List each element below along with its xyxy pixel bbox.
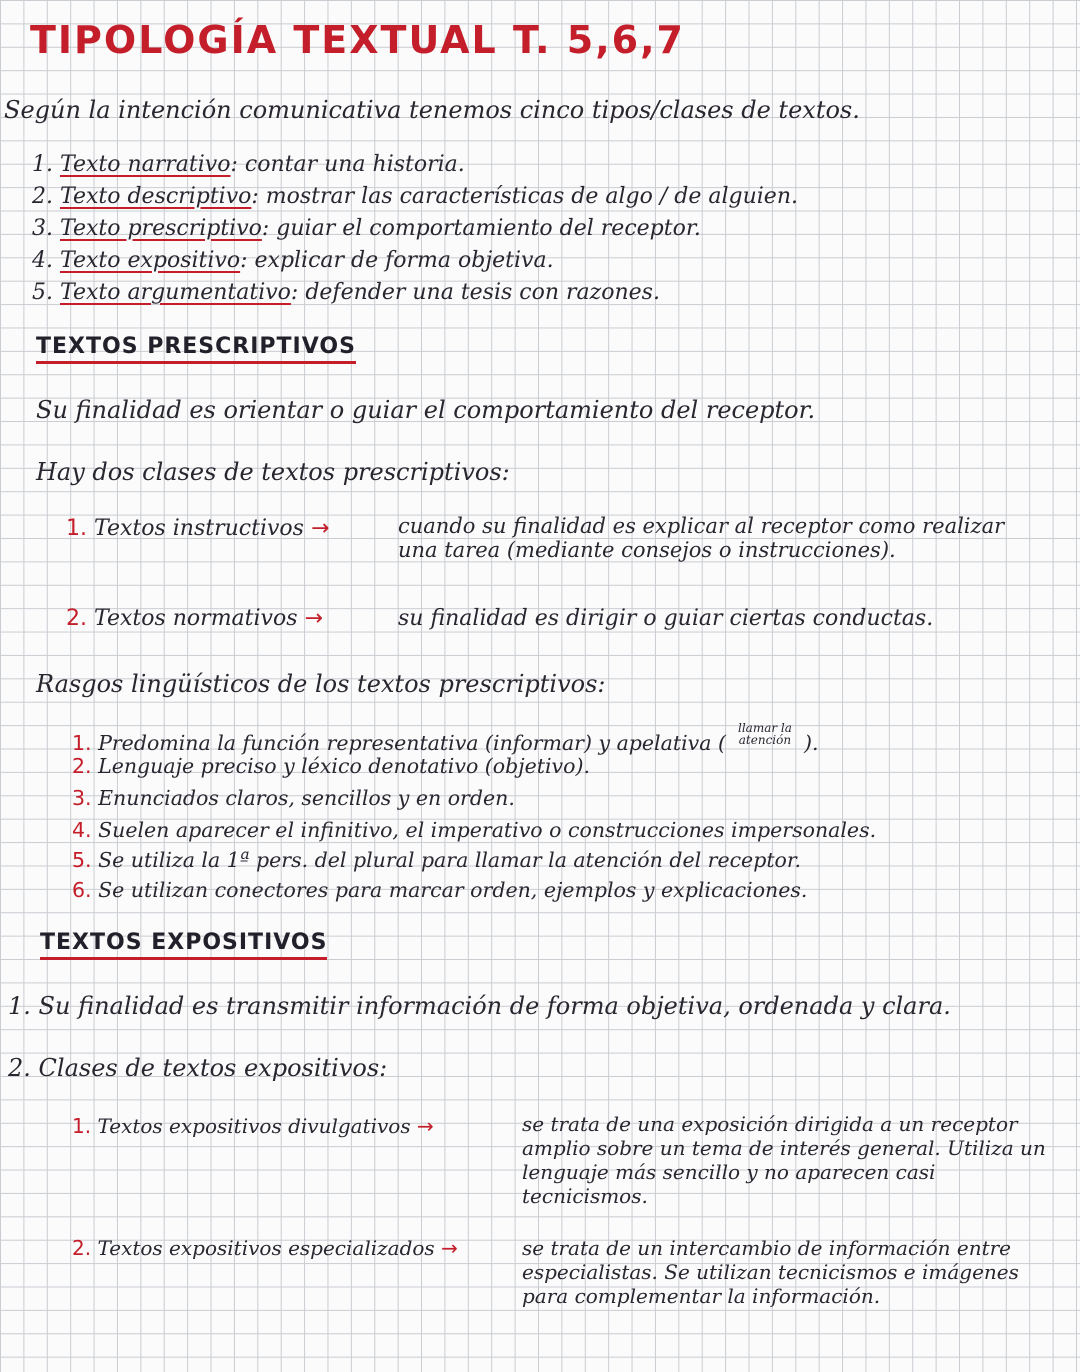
list-item (32, 184, 798, 209)
item-number: 2. (8, 1054, 31, 1082)
list-item (32, 280, 660, 305)
prescriptive-class-desc: cuando su finalidad es explicar al receptor como realizar una tarea (mediante consejos o instrucciones). (398, 514, 1005, 562)
section-heading-expository: TEXTOS EXPOSITIVOS (40, 930, 327, 960)
item-number: 1. (66, 516, 87, 541)
expository-class-item (72, 1114, 434, 1138)
prescriptive-class-item (66, 606, 323, 631)
list-item (72, 848, 801, 872)
item-number: 1. (8, 992, 31, 1020)
expository-class-item (72, 1236, 458, 1260)
item-text: Se utilizan conectores para marcar orden, ejemplos y explicaciones. (98, 878, 808, 902)
arrow-right-icon: → (416, 1114, 434, 1138)
list-item (72, 754, 590, 778)
list-item (72, 878, 807, 902)
list-item (32, 248, 554, 273)
item-desc: : guiar el comportamiento del receptor. (261, 216, 701, 241)
item-name: Textos expositivos divulgativos (97, 1114, 411, 1138)
item-name: Texto narrativo (60, 152, 231, 177)
item-number: 2. (72, 1236, 92, 1260)
arrow-right-icon: → (441, 1236, 458, 1260)
item-number: 2. (72, 754, 92, 778)
item-number: 5. (32, 280, 53, 305)
page-title: TIPOLOGÍA TEXTUAL T. 5,6,7 (30, 18, 685, 62)
item-desc: : defender una tesis con razones. (290, 280, 660, 305)
expository-class-desc: se trata de una exposición dirigida a un receptor amplio sobre un tema de interés general. Utiliza un lenguaje más sencillo y no aparecen casi tecnicismos. (522, 1112, 1046, 1208)
item-desc: : explicar de forma objetiva. (240, 248, 554, 273)
item-text: Suelen aparecer el infinitivo, el imperativo o construcciones impersonales. (98, 818, 877, 842)
item-text: Enunciados claros, sencillos y en orden. (98, 786, 515, 810)
list-item (72, 818, 876, 842)
item-name: Texto prescriptivo (60, 216, 262, 241)
item-name: Textos expositivos especializados (97, 1236, 435, 1260)
item-desc: : contar una historia. (230, 152, 465, 177)
item-number: 1. (72, 731, 92, 755)
prescriptive-purpose: Su finalidad es orientar o guiar el comportamiento del receptor. (36, 396, 816, 424)
item-number: 4. (72, 818, 92, 842)
item-note: llamar la atención (738, 721, 792, 747)
expository-class-desc: se trata de un intercambio de información entre especialistas. Se utilizan tecnicismos e imágenes para complementar la información. (522, 1236, 1019, 1308)
arrow-right-icon: → (304, 606, 323, 631)
item-name: Textos normativos (94, 606, 298, 631)
item-number: 1. (32, 152, 53, 177)
list-item (32, 216, 701, 241)
section-heading-prescriptive: TEXTOS PRESCRIPTIVOS (36, 334, 356, 364)
item-text: Su finalidad es transmitir información de forma objetiva, ordenada y clara. (38, 992, 951, 1020)
list-item (72, 722, 818, 755)
item-end: ). (803, 731, 819, 755)
item-desc: : mostrar las características de algo / de alguien. (251, 184, 798, 209)
item-text: Predomina la función representativa (informar) y apelativa ( (98, 731, 726, 755)
prescriptive-classes-intro: Hay dos clases de textos prescriptivos: (36, 458, 510, 486)
expository-purpose (8, 992, 951, 1020)
item-number: 6. (72, 878, 92, 902)
arrow-right-icon: → (310, 516, 330, 541)
traits-intro: Rasgos lingüísticos de los textos prescriptivos: (36, 670, 606, 698)
item-number: 3. (72, 786, 92, 810)
item-number: 5. (72, 848, 92, 872)
item-name: Texto expositivo (60, 248, 241, 273)
item-text: Clases de textos expositivos: (38, 1054, 388, 1082)
expository-classes-intro (8, 1054, 387, 1082)
item-number: 1. (72, 1114, 92, 1138)
item-number: 4. (32, 248, 53, 273)
prescriptive-class-item (66, 516, 329, 541)
item-name: Textos instructivos (94, 516, 304, 541)
item-number: 2. (32, 184, 53, 209)
item-number: 2. (66, 606, 87, 631)
intro-text: Según la intención comunicativa tenemos cinco tipos/clases de textos. (4, 96, 860, 124)
item-name: Texto descriptivo (60, 184, 252, 209)
list-item (72, 786, 515, 810)
item-text: Se utiliza la 1ª pers. del plural para llamar la atención del receptor. (98, 848, 801, 872)
prescriptive-class-desc: su finalidad es dirigir o guiar ciertas conductas. (398, 606, 934, 631)
item-number: 3. (32, 216, 53, 241)
item-name: Texto argumentativo (60, 280, 291, 305)
item-text: Lenguaje preciso y léxico denotativo (objetivo). (98, 754, 590, 778)
list-item (32, 152, 465, 177)
